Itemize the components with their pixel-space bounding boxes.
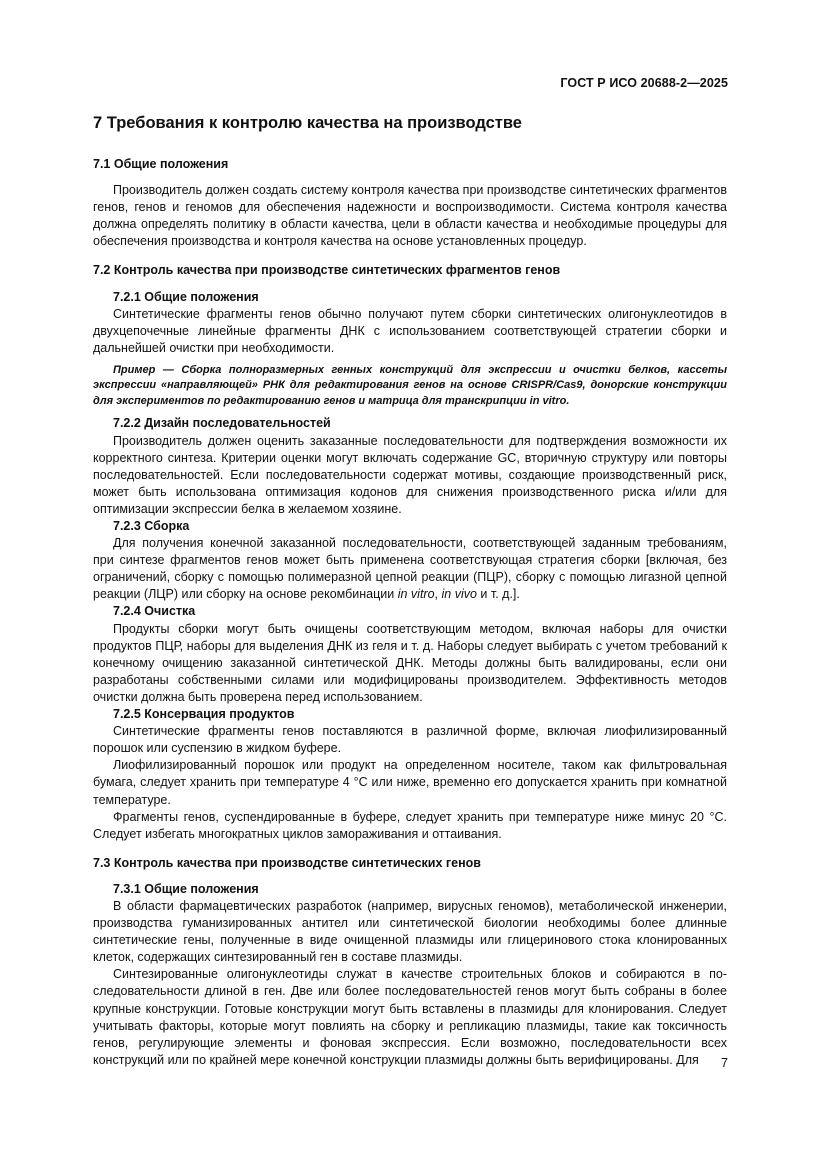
- subsection-7-2-2-title: 7.2.2 Дизайн последовательностей: [113, 416, 331, 431]
- page-content: [93, 112, 727, 1069]
- subsection-7-2-4-text: Продукты сборки могут быть очищены соответствующим методом, включая наборы для очистки продуктов ПЦР, наборы для выделения ДНК из геля и т. д. Наборы следует выбирать с учетом требований к конечному очищению заказанной синтетической ДНК. Методы должны быть валидированы, если они разработаны собственными силами или модифицированы производителем. Эффективность методов очистки должна быть проверена перед использованием.: [93, 621, 727, 704]
- subsection-7-2-1-text: Синтетические фрагменты генов обычно получают путем сборки синтетических олигонуклеотидов в двухцепочечные линейные фрагменты ДНК с использованием соответствующей стратегии сборки и дальнейшей очистки при необходимости.: [93, 306, 727, 355]
- subsection-7-2-4-title: 7.2.4 Очистка: [113, 604, 196, 619]
- subsection-7-2-3-title: 7.2.3 Сборка: [113, 519, 190, 533]
- subsection-7-2-1-title: 7.2.1 Общие положения: [113, 289, 259, 304]
- subsection-7-2-5-text-3: Фрагменты генов, суспендированные в буфере, следует хранить при температуре ниже минус 20 °С. Следует избегать многократных циклов замораживания и оттаивания.: [93, 809, 727, 841]
- subsection-7-2-5-text-2: Лиофилизированный порошок или продукт на определенном носителе, таком как фильтровальная бумага, следует хранить при температуре 4 °С или ниже, временно его допускается хранить при комнатной температуре.: [93, 758, 727, 807]
- example-note: Пример — Сборка полноразмерных генных конструкций для экспрессии и очистки белков, кассеты экспрессии «направляющей» РНК для редактирования генов на основе CRISPR/Cas9, донорские конструкции для экспериментов по редактированию генов и матрица для транскрипции in vitro.: [93, 363, 727, 407]
- subsection-7-2-title: 7.2 Контроль качества при производстве синтетических фрагментов генов: [93, 263, 561, 278]
- subsection-7-1-text: Производитель должен создать систему контроля качества при производстве синтетических фрагментов генов, генов и геномов для обеспечения надежности и воспроизводимости. Система контроля качества должна определять политику в области качества, цели в области качества и необходимые процедуры для обеспечения производства и контроля качества на основе установленных процедур.: [93, 183, 727, 249]
- subsection-7-3-title: 7.3 Контроль качества при производстве синтетических генов: [93, 855, 481, 870]
- page-number: 7: [721, 1056, 728, 1070]
- subsection-7-2-2-text: Производитель должен оценить заказанные последовательности для подтверждения возможности их корректного синтеза. Критерии оценки могут включать содержание GC, вторичную структуру или повторы последовательностей. Если последовательности содержат мотивы, создающие производственный риск, может быть использована оптимизация кодонов для снижения производственного риска и/или для оптимизации экспрессии белка в желаемом хозяине.: [93, 433, 727, 516]
- document-code: ГОСТ Р ИСО 20688-2—2025: [560, 76, 728, 90]
- subsection-7-2-3-text: Для получения конечной заказанной последовательности, соответствующей заданным требованиям, при синтезе фрагментов генов может быть применена соответствующая стратегия сборки [включая, без ограничений, сборку с помощью полимеразной цепной реакции (ПЦР), сборку с помощью лигазной цепной реакции (ЛЦР) или сборку на основе рекомбинации in vitro, in vivo и т. д.].: [93, 536, 727, 602]
- subsection-7-1-title: 7.1 Общие положения: [93, 157, 229, 171]
- subsection-7-3-1-title: 7.3.1 Общие положения: [113, 881, 259, 896]
- subsection-7-2-5-title: 7.2.5 Консервация продуктов: [113, 707, 295, 722]
- section-title: 7 Требования к контролю качества на производстве: [93, 114, 522, 132]
- subsection-7-3-1-text-2: Синтезированные олигонуклеотиды служат в качестве строительных блоков и собираются в последовательности длиной в ген. Две или более последовательностей генов могут быть собраны в более крупные конструкции. Готовые конструкции могут быть вставлены в плазмиды для клонирования. Следует учитывать факторы, которые могут повлиять на сборку и репликацию плазмиды, такие как токсичность генов, регулирующие элементы и фоновая экспрессия. Если возможно, последовательности всех конструкций или по крайней мере конечной конструкции плазмиды должны быть верифицированы. Для: [93, 967, 727, 1067]
- subsection-7-3-1-text-1: В области фармацевтических разработок (например, вирусных геномов), метаболической инженерии, производства гуманизированных антител или синтетической биологии необходимы более длинные синтетические гены, полученные в виде очищенной плазмиды или глицеринового стока клонированных клеток, содержащих синтезированный ген в составе плазмиды.: [93, 898, 727, 965]
- subsection-7-2-5-text-1: Синтетические фрагменты генов поставляются в различной форме, включая лиофилизированный порошок или суспензию в жидком буфере.: [93, 724, 727, 756]
